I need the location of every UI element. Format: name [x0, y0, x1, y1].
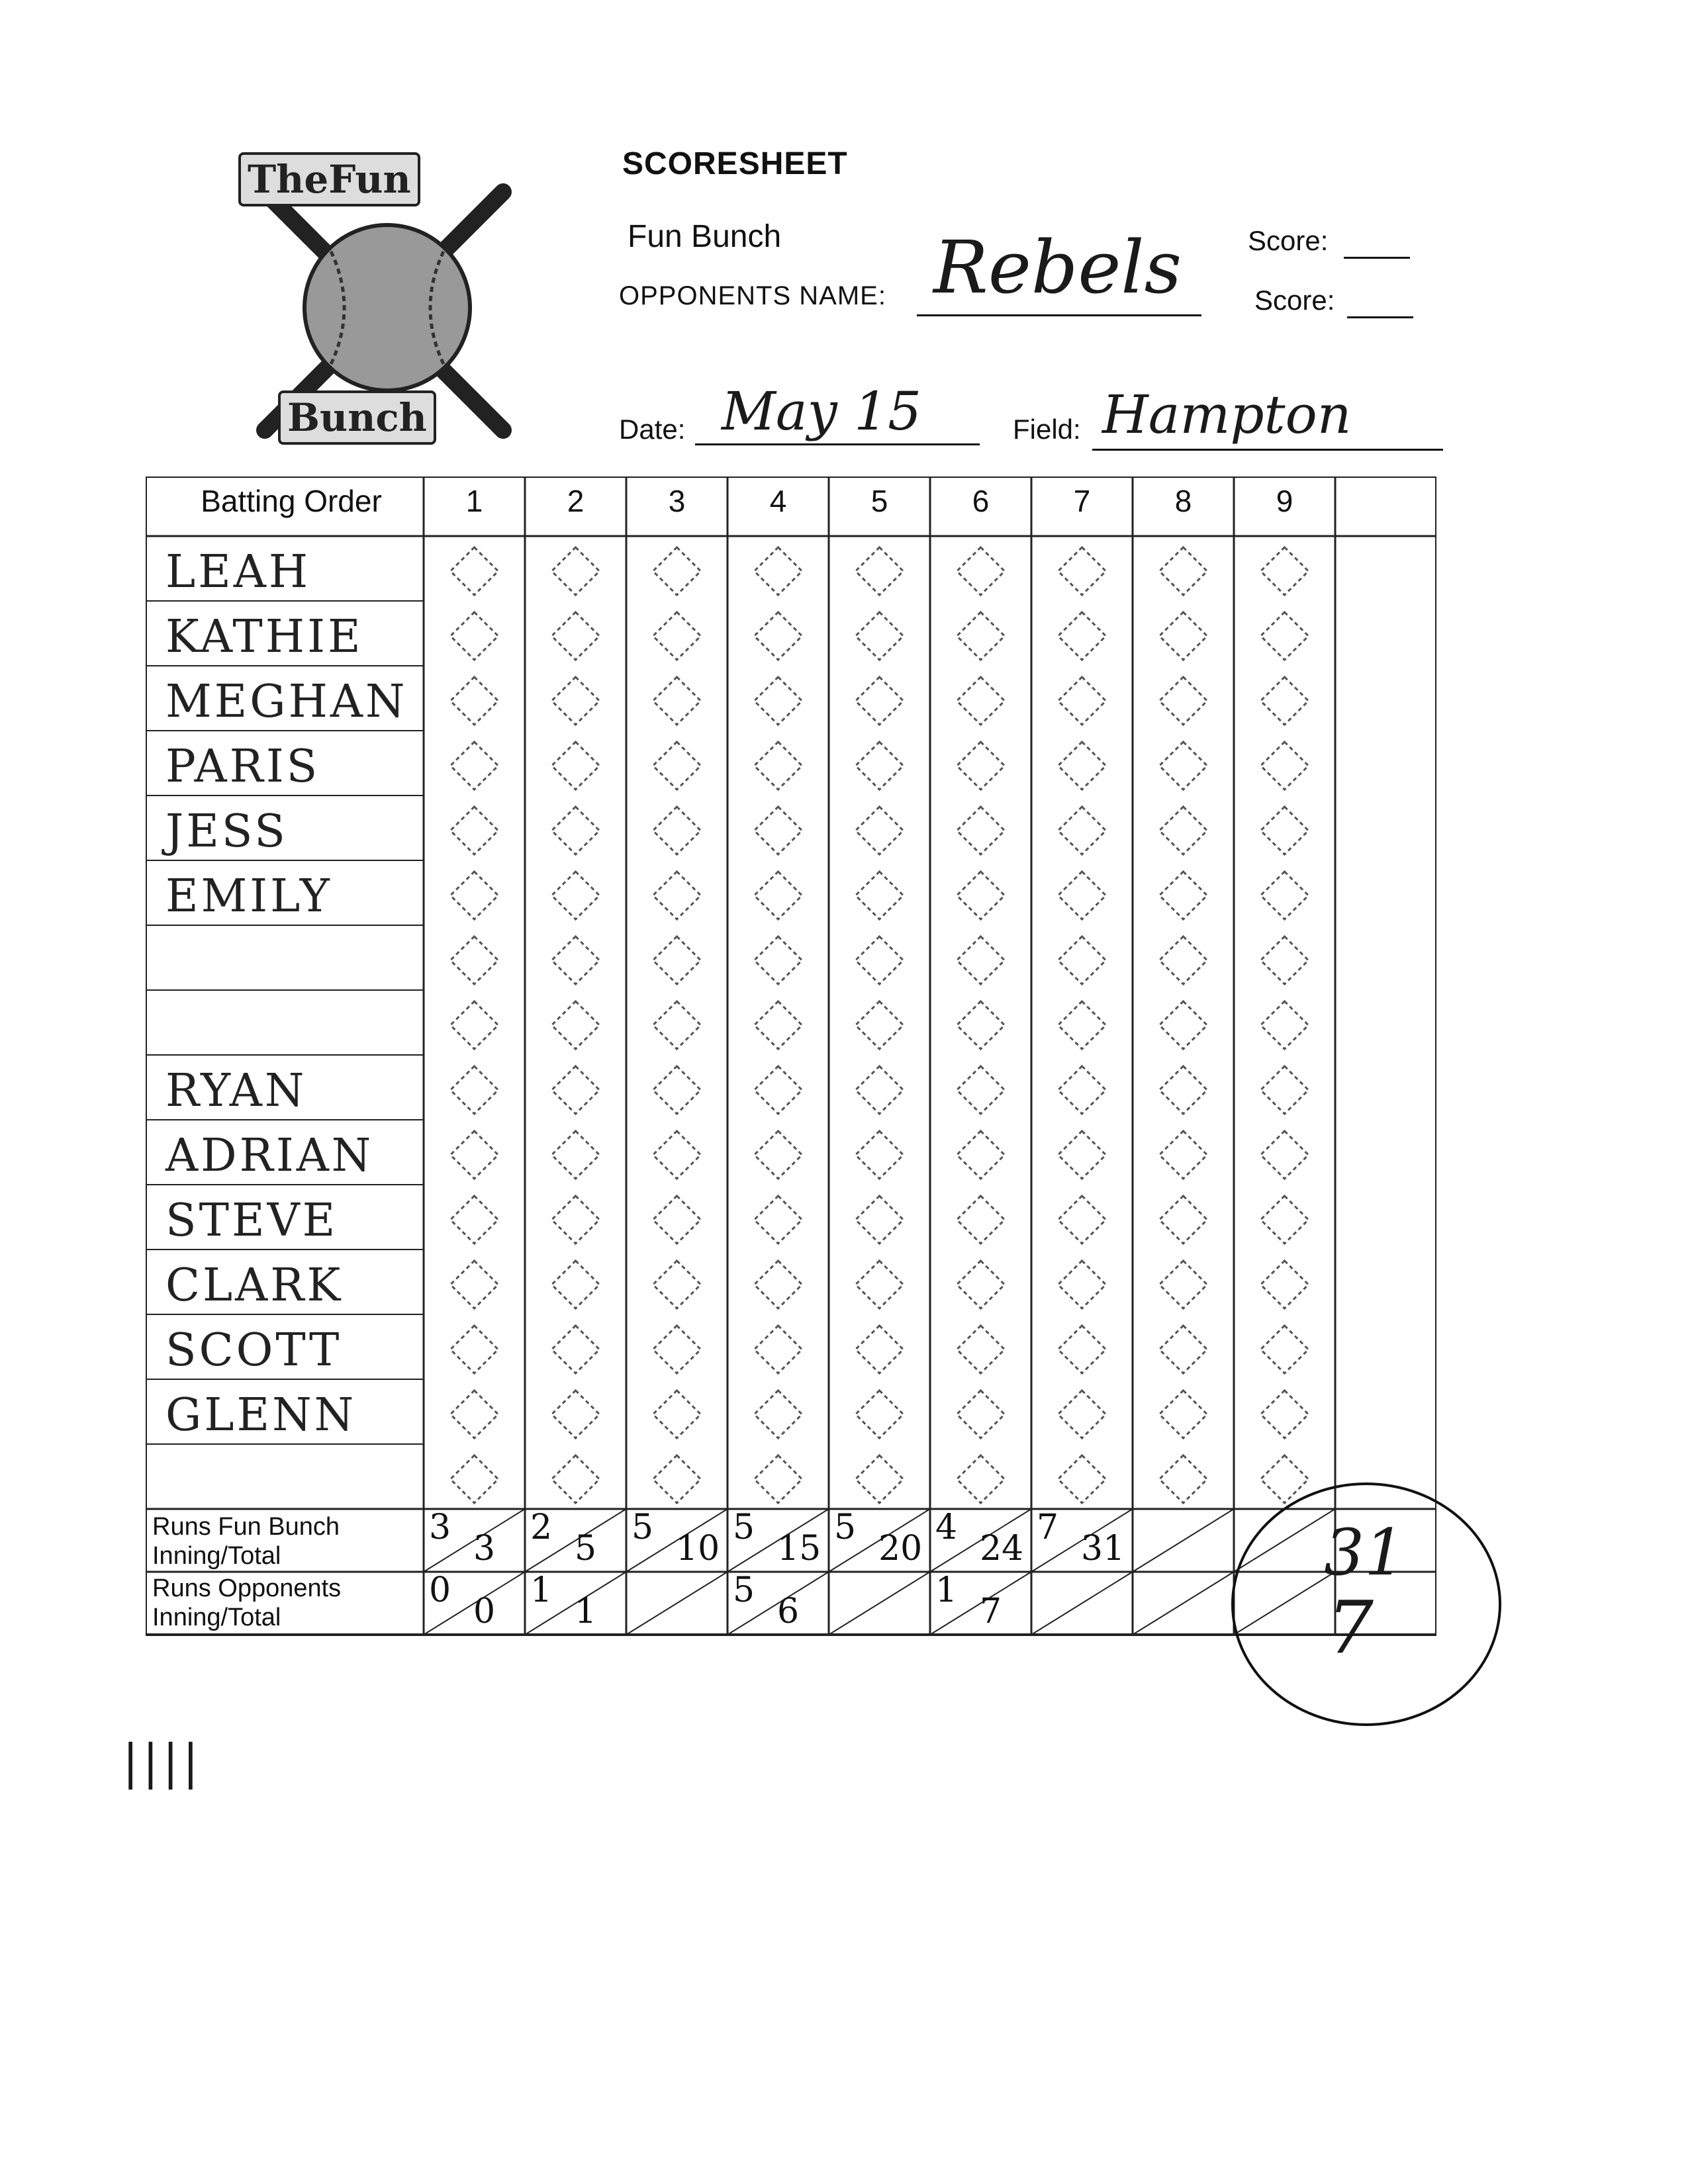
base-diamond-icon[interactable]	[653, 1001, 701, 1049]
base-diamond-icon[interactable]	[856, 1196, 904, 1244]
base-diamond-icon[interactable]	[451, 677, 498, 725]
runs-opponents-text: Runs Opponents	[152, 1574, 342, 1602]
date-label: Date:	[619, 414, 686, 445]
base-diamond-icon[interactable]	[1058, 807, 1106, 854]
base-diamond-icon[interactable]	[1058, 1261, 1106, 1308]
inning-cell-diagonal	[1031, 1572, 1133, 1635]
base-diamond-icon[interactable]	[1261, 1390, 1309, 1438]
base-diamond-icon[interactable]	[1058, 1455, 1106, 1503]
inning-total-text: Inning/Total	[152, 1542, 281, 1570]
base-diamond-icon[interactable]	[957, 807, 1005, 854]
base-diamond-icon[interactable]	[653, 1326, 701, 1373]
base-diamond-icon[interactable]	[552, 742, 600, 790]
field-value: Hampton	[1102, 384, 1352, 445]
base-diamond-icon[interactable]	[957, 936, 1005, 984]
base-diamond-icon[interactable]	[1160, 807, 1207, 854]
base-diamond-icon[interactable]	[1058, 1326, 1106, 1373]
field-line[interactable]	[1092, 449, 1443, 451]
tally-marks: ||||	[122, 1734, 203, 1790]
base-diamond-icon[interactable]	[1058, 677, 1106, 725]
inning-header-8: 8	[1174, 484, 1192, 518]
opponent-inning-runs: 0	[429, 1570, 451, 1610]
base-diamond-icon[interactable]	[755, 547, 802, 595]
base-diamond-icon[interactable]	[552, 677, 600, 725]
base-diamond-icon[interactable]	[856, 1261, 904, 1308]
base-diamond-icon[interactable]	[957, 742, 1005, 790]
base-diamond-icon[interactable]	[1058, 1390, 1106, 1438]
base-diamond-icon[interactable]	[856, 1455, 904, 1503]
fun-bunch-logo	[225, 152, 543, 457]
base-diamond-icon[interactable]	[1058, 742, 1106, 790]
base-diamond-icon[interactable]	[755, 742, 802, 790]
base-diamond-icon[interactable]	[552, 936, 600, 984]
base-diamond-icon[interactable]	[755, 612, 802, 660]
base-diamond-icon[interactable]	[755, 1261, 802, 1308]
base-diamond-icon[interactable]	[451, 1131, 498, 1179]
base-diamond-icon[interactable]	[552, 1390, 600, 1438]
base-diamond-icon[interactable]	[856, 1131, 904, 1179]
base-diamond-icon[interactable]	[755, 1066, 802, 1114]
base-diamond-icon[interactable]	[856, 1390, 904, 1438]
base-diamond-icon[interactable]	[1160, 612, 1207, 660]
base-diamond-icon[interactable]	[957, 677, 1005, 725]
fun-bunch-running-total: 20	[878, 1529, 923, 1569]
base-diamond-icon[interactable]	[451, 807, 498, 854]
opponent-running-total: 6	[777, 1592, 800, 1631]
base-diamond-icon[interactable]	[451, 742, 498, 790]
base-diamond-icon[interactable]	[1058, 612, 1106, 660]
base-diamond-icon[interactable]	[1261, 872, 1309, 919]
fun-bunch-inning-runs: 5	[632, 1508, 654, 1547]
base-diamond-icon[interactable]	[856, 1001, 904, 1049]
player-name: CLARK	[165, 1259, 344, 1312]
final-fun-bunch-total: 31	[1324, 1516, 1405, 1590]
fun-bunch-inning-runs: 2	[530, 1508, 553, 1547]
base-diamond-icon[interactable]	[653, 872, 701, 919]
base-diamond-icon[interactable]	[957, 1131, 1005, 1179]
opponent-inning-runs: 5	[733, 1570, 755, 1610]
base-diamond-icon[interactable]	[552, 872, 600, 919]
inning-cell-diagonal	[829, 1572, 930, 1635]
base-diamond-icon[interactable]	[1160, 1196, 1207, 1244]
base-diamond-icon[interactable]	[856, 1066, 904, 1114]
base-diamond-icon[interactable]	[1160, 742, 1207, 790]
opponent-running-total: 7	[980, 1592, 1002, 1631]
fun-bunch-inning-runs: 5	[733, 1508, 755, 1547]
page-title: SCORESHEET	[622, 146, 848, 181]
base-diamond-icon[interactable]	[755, 1131, 802, 1179]
base-diamond-icon[interactable]	[1160, 1455, 1207, 1503]
inning-header-5: 5	[870, 484, 888, 518]
base-diamond-icon[interactable]	[552, 1326, 600, 1373]
base-diamond-icon[interactable]	[957, 1326, 1005, 1373]
base-diamond-icon[interactable]	[451, 872, 498, 919]
base-diamond-icon[interactable]	[1160, 936, 1207, 984]
base-diamond-icon[interactable]	[653, 1455, 701, 1503]
batting-order-header: Batting Order	[201, 484, 382, 518]
inning-header-9: 9	[1276, 484, 1293, 518]
base-diamond-icon[interactable]	[653, 1196, 701, 1244]
player-name: GLENN	[165, 1389, 357, 1441]
score-line-opponent[interactable]	[1347, 316, 1413, 318]
date-line[interactable]	[695, 443, 980, 445]
base-diamond-icon[interactable]	[755, 1001, 802, 1049]
base-diamond-icon[interactable]	[957, 1196, 1005, 1244]
base-diamond-icon[interactable]	[1261, 1131, 1309, 1179]
player-name: LEAH	[165, 546, 311, 598]
base-diamond-icon[interactable]	[451, 1196, 498, 1244]
base-diamond-icon[interactable]	[1261, 1326, 1309, 1373]
logo-text-bottom: Bunch	[278, 390, 436, 445]
opponent-running-total: 0	[473, 1592, 496, 1631]
date-value: May 15	[722, 381, 922, 442]
base-diamond-icon[interactable]	[856, 612, 904, 660]
fun-bunch-running-total: 3	[473, 1529, 496, 1569]
player-name: PARIS	[165, 741, 320, 793]
base-diamond-icon[interactable]	[957, 1001, 1005, 1049]
base-diamond-icon[interactable]	[1261, 1261, 1309, 1308]
base-diamond-icon[interactable]	[856, 807, 904, 854]
base-diamond-icon[interactable]	[1261, 1455, 1309, 1503]
opponent-running-total: 1	[575, 1592, 597, 1631]
base-diamond-icon[interactable]	[755, 1196, 802, 1244]
team-name: Fun Bunch	[628, 219, 782, 254]
base-diamond-icon[interactable]	[653, 936, 701, 984]
player-name: JESS	[165, 805, 288, 858]
base-diamond-icon[interactable]	[653, 1390, 701, 1438]
logo-text-top: TheFun	[238, 152, 420, 206]
runs-opponents-label	[152, 1574, 341, 1632]
base-diamond-icon[interactable]	[552, 1131, 600, 1179]
base-diamond-icon[interactable]	[1160, 1066, 1207, 1114]
base-diamond-icon[interactable]	[856, 677, 904, 725]
fun-bunch-inning-runs: 3	[429, 1508, 451, 1547]
base-diamond-icon[interactable]	[451, 936, 498, 984]
base-diamond-icon[interactable]	[856, 872, 904, 919]
base-diamond-icon[interactable]	[653, 612, 701, 660]
base-diamond-icon[interactable]	[957, 547, 1005, 595]
fun-bunch-inning-runs: 4	[935, 1508, 958, 1547]
player-name: STEVE	[165, 1195, 338, 1247]
base-diamond-icon[interactable]	[653, 1261, 701, 1308]
base-diamond-icon[interactable]	[1160, 1390, 1207, 1438]
inning-cell-diagonal	[1133, 1572, 1234, 1635]
base-diamond-icon[interactable]	[957, 612, 1005, 660]
inning-cell-diagonal	[1133, 1509, 1234, 1572]
scoresheet-grid	[146, 477, 1436, 1648]
base-diamond-icon[interactable]	[1160, 677, 1207, 725]
base-diamond-icon[interactable]	[1058, 1066, 1106, 1114]
base-diamond-icon[interactable]	[957, 1455, 1005, 1503]
inning-header-2: 2	[567, 484, 585, 518]
base-diamond-icon[interactable]	[755, 1455, 802, 1503]
base-diamond-icon[interactable]	[451, 1066, 498, 1114]
player-name: RYAN	[165, 1065, 307, 1117]
base-diamond-icon[interactable]	[755, 1326, 802, 1373]
base-diamond-icon[interactable]	[856, 1326, 904, 1373]
base-diamond-icon[interactable]	[451, 1390, 498, 1438]
base-diamond-icon[interactable]	[451, 1261, 498, 1308]
base-diamond-icon[interactable]	[552, 547, 600, 595]
base-diamond-icon[interactable]	[755, 1390, 802, 1438]
base-diamond-icon[interactable]	[653, 1066, 701, 1114]
base-diamond-icon[interactable]	[451, 612, 498, 660]
base-diamond-icon[interactable]	[1261, 612, 1309, 660]
base-diamond-icon[interactable]	[755, 677, 802, 725]
fun-bunch-running-total: 10	[676, 1529, 720, 1569]
base-diamond-icon[interactable]	[1058, 1001, 1106, 1049]
opponents-name-value: Rebels	[933, 225, 1182, 310]
base-diamond-icon[interactable]	[1261, 547, 1309, 595]
opponent-inning-runs: 1	[935, 1570, 958, 1610]
base-diamond-icon[interactable]	[1261, 807, 1309, 854]
base-diamond-icon[interactable]	[1058, 547, 1106, 595]
fun-bunch-inning-runs: 7	[1037, 1508, 1059, 1547]
base-diamond-icon[interactable]	[856, 742, 904, 790]
opponents-name-label: OPPONENTS NAME:	[619, 281, 886, 310]
base-diamond-icon[interactable]	[755, 807, 802, 854]
fun-bunch-running-total: 15	[777, 1529, 821, 1569]
base-diamond-icon[interactable]	[755, 936, 802, 984]
base-diamond-icon[interactable]	[1058, 1131, 1106, 1179]
base-diamond-icon[interactable]	[1261, 936, 1309, 984]
base-diamond-icon[interactable]	[552, 1455, 600, 1503]
fun-bunch-inning-runs: 5	[834, 1508, 857, 1547]
base-diamond-icon[interactable]	[552, 1196, 600, 1244]
field-label: Field:	[1013, 414, 1081, 445]
base-diamond-icon[interactable]	[653, 547, 701, 595]
score-label-home: Score:	[1248, 225, 1329, 256]
base-diamond-icon[interactable]	[1160, 1326, 1207, 1373]
fun-bunch-running-total: 5	[575, 1529, 597, 1569]
base-diamond-icon[interactable]	[451, 1455, 498, 1503]
base-diamond-icon[interactable]	[552, 807, 600, 854]
inning-header-7: 7	[1073, 484, 1091, 518]
opponent-inning-runs: 1	[530, 1570, 553, 1610]
fun-bunch-running-total: 31	[1081, 1529, 1125, 1569]
base-diamond-icon[interactable]	[1261, 742, 1309, 790]
player-name: ADRIAN	[165, 1130, 374, 1182]
base-diamond-icon[interactable]	[653, 807, 701, 854]
base-diamond-icon[interactable]	[653, 677, 701, 725]
base-diamond-icon[interactable]	[1261, 1066, 1309, 1114]
player-name: EMILY	[165, 870, 332, 923]
runs-fun-bunch-label	[152, 1512, 340, 1570]
base-diamond-icon[interactable]	[1261, 1196, 1309, 1244]
inning-cell-diagonal	[626, 1572, 727, 1635]
base-diamond-icon[interactable]	[957, 1390, 1005, 1438]
base-diamond-icon[interactable]	[856, 936, 904, 984]
opponents-name-line[interactable]	[917, 314, 1201, 316]
baseball-icon	[305, 225, 470, 390]
base-diamond-icon[interactable]	[451, 1326, 498, 1373]
base-diamond-icon[interactable]	[451, 1001, 498, 1049]
score-line-home[interactable]	[1344, 257, 1410, 259]
player-name: MEGHAN	[165, 676, 408, 728]
runs-fun-bunch-text: Runs Fun Bunch	[152, 1513, 340, 1541]
player-name: KATHIE	[165, 611, 363, 663]
base-diamond-icon[interactable]	[1058, 1196, 1106, 1244]
base-diamond-icon[interactable]	[1160, 1261, 1207, 1308]
base-diamond-icon[interactable]	[653, 742, 701, 790]
base-diamond-icon[interactable]	[653, 1131, 701, 1179]
base-diamond-icon[interactable]	[1160, 1001, 1207, 1049]
base-diamond-icon[interactable]	[1160, 547, 1207, 595]
base-diamond-icon[interactable]	[552, 1001, 600, 1049]
inning-header-6: 6	[972, 484, 990, 518]
inning-header-3: 3	[668, 484, 686, 518]
base-diamond-icon[interactable]	[552, 1066, 600, 1114]
base-diamond-icon[interactable]	[552, 1261, 600, 1308]
base-diamond-icon[interactable]	[856, 547, 904, 595]
base-diamond-icon[interactable]	[1160, 1131, 1207, 1179]
base-diamond-icon[interactable]	[755, 872, 802, 919]
inning-header-1: 1	[465, 484, 483, 518]
fun-bunch-running-total: 24	[980, 1529, 1024, 1569]
inning-header-4: 4	[769, 484, 787, 518]
inning-total-text: Inning/Total	[152, 1604, 281, 1631]
base-diamond-icon[interactable]	[957, 1261, 1005, 1308]
final-opponents-total: 7	[1327, 1585, 1374, 1670]
base-diamond-icon[interactable]	[1261, 677, 1309, 725]
base-diamond-icon[interactable]	[1058, 936, 1106, 984]
base-diamond-icon[interactable]	[1058, 872, 1106, 919]
base-diamond-icon[interactable]	[552, 612, 600, 660]
player-name: SCOTT	[165, 1324, 342, 1377]
base-diamond-icon[interactable]	[957, 872, 1005, 919]
score-label-opponent: Score:	[1254, 285, 1335, 316]
base-diamond-icon[interactable]	[957, 1066, 1005, 1114]
base-diamond-icon[interactable]	[1160, 872, 1207, 919]
base-diamond-icon[interactable]	[451, 547, 498, 595]
base-diamond-icon[interactable]	[1261, 1001, 1309, 1049]
